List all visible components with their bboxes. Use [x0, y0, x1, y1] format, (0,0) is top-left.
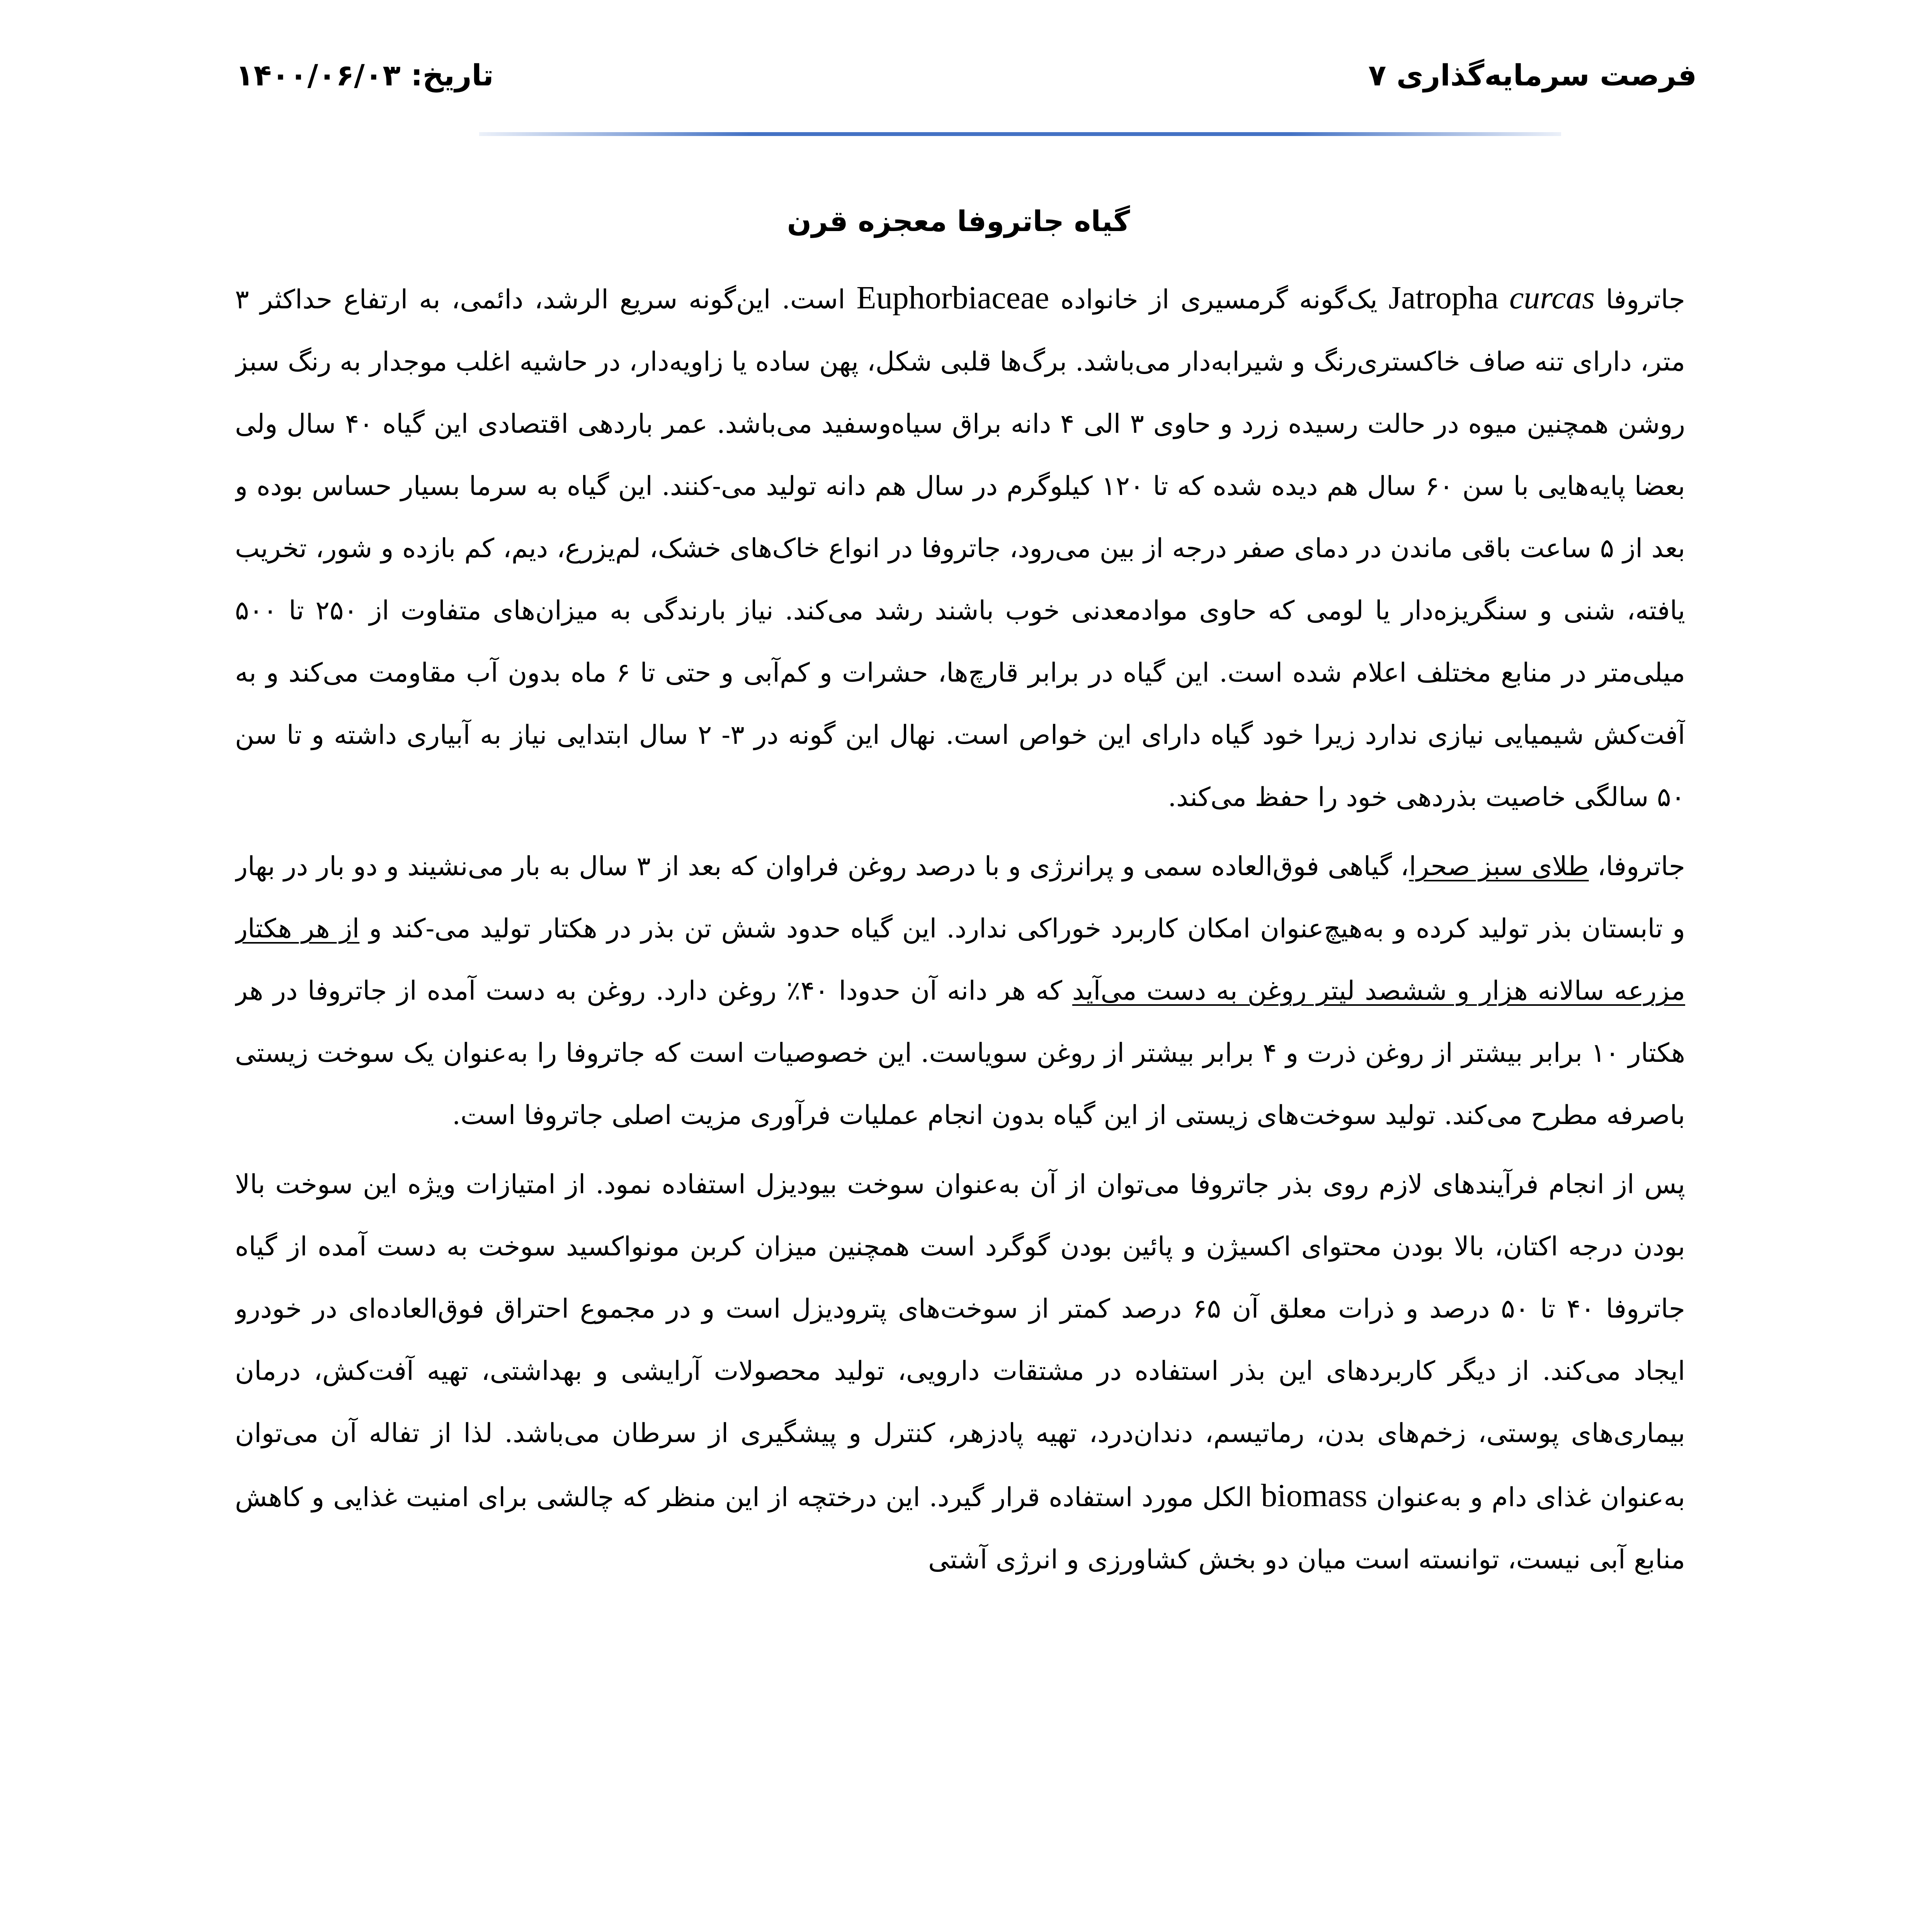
p1-text-b: یک‌گونه گرمسیری از خانواده: [1049, 284, 1389, 315]
p2-text-b: ، گیاهی فوق‌العاده سمی و پرانرژی و با درصد روغن فراوان که بعد از ۳ سال به بار می‌نشیند و دو بار در بهار و تابستان بذر تولید کرده و به‌هیچ‌عنوان امکان کاربرد خوراکی ندارد. این گیاه حدود شش تن بذر در هکتار تولید می-کند و: [235, 851, 1685, 944]
p1-text-c: است. این‌گونه سریع الرشد، دائمی، به ارتفاع حداکثر ۳ متر، دارای تنه صاف خاکستری‌رنگ و شیرابه‌دار می‌باشد. برگ‌ها قلبی شکل، پهن ساده یا زاویه‌دار، در حاشیه اغلب موجدار به رنگ سبز روشن همچنین میوه در حالت رسیده زرد و حاوی ۳ الی ۴ دانه براق سیاه‌وسفید می‌باشد. عمر باردهی اقتصادی این گیاه ۴۰ سال ولی بعضا پایه‌هایی با سن ۶۰ سال هم دیده شده که تا ۱۲۰ کیلوگرم در سال هم دانه تولید می-کنند. این گیاه به سرما بسیار حساس بوده و بعد از ۵ ساعت باقی ماندن در دمای صفر درجه از بین می‌رود، جاتروفا در انواع خاک‌های خشک، لم‌یزرع، دیم، کم بازده و شور، تخریب یافته، شنی و سنگریزه‌دار یا لومی که حاوی موادمعدنی خوب باشند رشد می‌کند. نیاز بارندگی به میزان‌های متفاوت از ۲۵۰ تا ۵۰۰ میلی‌متر در منابع مختلف اعلام شده است. این گیاه در برابر قارچ‌ها، حشرات و کم‌آبی و حتی تا ۶ ماه بدون آب مقاومت می‌کند و به آفت‌کش شیمیایی نیازی ندارد زیرا خود گیاه دارای این خواص است. نهال این گونه در ۳- ۲ سال ابتدایی نیاز به آبیاری داشته و تا سن ۵۰ سالگی خاصیت بذردهی خود را حفظ می‌کند.: [235, 284, 1685, 813]
p2-text-c: که هر دانه آن حدودا ۴۰٪ روغن دارد. روغن به دست آمده از جاتروفا در هر هکتار ۱۰ برابر بیشتر از روغن ذرت و ۴ برابر بیشتر از روغن سویاست. این خصوصیات است که جاتروفا را به‌عنوان یک سوخت زیستی باصرفه مطرح می‌کند. تولید سوخت‌های زیستی از این گیاه بدون انجام عملیات فرآوری مزیت اصلی جاتروفا است.: [235, 976, 1685, 1131]
p2-text-a: جاتروفا،: [1589, 851, 1685, 882]
p2-underline-2: از هر هکتار مزرعه سالانه هزار و ششصد لیتر روغن به دست می‌آید: [235, 913, 1685, 1006]
p1-latin-genus: Jatropha: [1388, 280, 1510, 316]
paragraph-2: [235, 835, 1685, 1146]
header-divider: [479, 132, 1561, 136]
p3-text-a: پس از انجام فرآیندهای لازم روی بذر جاتروفا می‌توان از آن به‌عنوان سوخت بیودیزل استفاده نمود. از امتیازات ویژه این سوخت بالا بودن درجه اکتان، بالا بودن محتوای اکسیژن و پائین بودن گوگرد است همچنین میزان کربن مونواکسید سوخت به دست آمده از گیاه جاتروفا ۴۰ تا ۵۰ درصد و ذرات معلق آن ۶۵ درصد کمتر از سوخت‌های پترودیزل است و در مجموع احتراق فوق‌العاده‌ای در خودرو ایجاد می‌کند. از دیگر کاربردهای این بذر استفاده در مشتقات دارویی، تولید محصولات آرایشی و بهداشتی، تهیه آفت‌کش، درمان بیماری‌های پوستی، زخم‌های بدن، رماتیسم، دندان‌درد، تهیه پادزهر، کنترل و پیشگیری از سرطان می‌باشد. لذا از تفاله آن می‌توان به‌عنوان غذای دام و به‌عنوان: [235, 1169, 1685, 1513]
p3-text-b: الکل مورد استفاده قرار گیرد. این درختچه از این منظر که چالشی برای امنیت غذایی و کاهش منابع آبی نیست، توانسته است میان دو بخش کشاورزی و انرژی آشتی: [235, 1482, 1685, 1575]
paragraph-1: [235, 267, 1685, 828]
p3-latin-biomass: biomass: [1261, 1478, 1368, 1514]
article-title: گیاه جاتروفا معجزه قرن: [787, 205, 1130, 238]
header-title: فرصت سرمایه‌گذاری ۷: [1368, 58, 1697, 92]
header-date: تاریخ: ۱۴۰۰/۰۶/۰۳: [236, 58, 494, 92]
paragraph-3: [235, 1153, 1685, 1591]
p1-text-a: جاتروفا: [1594, 284, 1685, 315]
article-body: [235, 267, 1685, 1932]
p1-latin-species: curcas: [1509, 280, 1595, 316]
p2-underline-1: طلای سبز صحرا: [1409, 851, 1589, 882]
p1-latin-family: Euphorbiaceae: [856, 280, 1050, 316]
